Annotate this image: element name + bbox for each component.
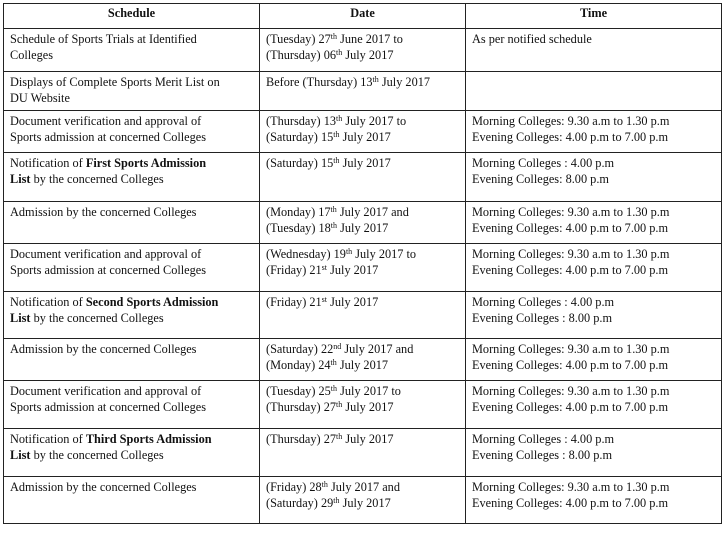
cell-line: [266, 384, 460, 400]
text-run: July 2017 to: [337, 384, 401, 398]
cell-line: [10, 130, 254, 146]
date-cell: [260, 429, 466, 477]
text-run: July 2017: [342, 432, 394, 446]
text-run: July 2017: [339, 129, 391, 144]
text-run: June 2017 to: [337, 32, 403, 46]
text-run: July 2017 to: [342, 114, 407, 128]
cell-line: [10, 114, 254, 130]
text-run: Evening Colleges: 4.00 p.m to 7.00 p.m: [472, 220, 669, 235]
ordinal-suffix: th: [330, 384, 338, 393]
schedule-cell: [4, 477, 260, 524]
ordinal-suffix: th: [330, 205, 337, 214]
text-run: Sports admission at concerned Colleges: [10, 399, 207, 414]
text-run: Morning Colleges: 9.30 a.m to 1.30 p.m: [472, 247, 670, 261]
time-cell: [466, 477, 722, 524]
header-time: Time: [466, 4, 722, 29]
table-row: [4, 29, 722, 72]
header-date: Date: [260, 4, 466, 29]
time-cell: [466, 153, 722, 202]
ordinal-suffix: th: [330, 220, 338, 230]
text-run: (Saturday) 29: [266, 495, 334, 510]
schedule-cell: [4, 244, 260, 292]
bold-text: Third Sports Admission: [85, 432, 212, 446]
cell-line: [266, 156, 460, 172]
cell-line: [266, 114, 460, 130]
cell-line: [472, 358, 716, 374]
ordinal-suffix: th: [336, 432, 343, 441]
date-cell: [260, 202, 466, 244]
time-cell: [466, 292, 722, 339]
text-run: July 2017: [378, 75, 431, 89]
text-run: (Monday) 24: [266, 357, 331, 372]
table-row: [4, 72, 722, 111]
text-run: Admission by the concerned Colleges: [10, 342, 197, 356]
cell-line: [10, 400, 254, 416]
table-row: [4, 292, 722, 339]
time-cell: [466, 381, 722, 429]
ordinal-suffix: st: [321, 262, 328, 272]
cell-line: [10, 342, 254, 358]
text-run: Evening Colleges: 4.00 p.m to 7.00 p.m: [472, 357, 669, 372]
text-run: Notification of: [10, 295, 86, 309]
date-cell: [260, 111, 466, 153]
time-cell: [466, 29, 722, 72]
cell-line: [266, 32, 460, 48]
ordinal-suffix: th: [321, 480, 328, 489]
text-run: July 2017: [339, 156, 391, 170]
cell-line: [10, 384, 254, 400]
bold-text: Second Sports Admission: [85, 295, 219, 309]
cell-line: [10, 75, 254, 91]
text-run: Evening Colleges: 4.00 p.m to 7.00 p.m: [472, 495, 669, 510]
table-row: [4, 153, 722, 202]
cell-line: [266, 130, 460, 146]
date-cell: [260, 381, 466, 429]
table-row: [4, 244, 722, 292]
ordinal-suffix: th: [333, 156, 340, 165]
header-row: [4, 4, 722, 29]
cell-line: [266, 247, 460, 263]
cell-line: [10, 263, 254, 279]
text-run: by the concerned Colleges: [30, 447, 164, 462]
text-run: (Monday) 17: [266, 205, 331, 219]
ordinal-suffix: th: [330, 32, 338, 41]
cell-line: [266, 480, 460, 496]
ordinal-suffix: th: [336, 47, 343, 57]
cell-line: [472, 221, 716, 237]
text-run: Morning Colleges : 4.00 p.m: [472, 156, 615, 170]
schedule-cell: [4, 429, 260, 477]
time-cell: [466, 244, 722, 292]
text-run: Morning Colleges: 9.30 a.m to 1.30 p.m: [472, 480, 670, 494]
cell-line: [266, 432, 460, 448]
text-run: (Tuesday) 27: [266, 32, 331, 46]
text-run: Document verification and approval of: [10, 247, 202, 261]
date-cell: [260, 244, 466, 292]
cell-line: [266, 221, 460, 237]
text-run: July 2017 and: [341, 342, 414, 356]
text-run: Admission by the concerned Colleges: [10, 480, 197, 494]
cell-line: [266, 400, 460, 416]
cell-line: [10, 448, 254, 464]
text-run: Evening Colleges : 8.00 p.m: [472, 310, 613, 325]
schedule-cell: [4, 339, 260, 381]
schedule-cell: [4, 72, 260, 111]
cell-line: [472, 32, 716, 48]
text-run: July 2017 and: [336, 205, 409, 219]
text-run: (Friday) 21: [266, 295, 322, 309]
cell-line: [266, 342, 460, 358]
text-run: (Friday) 28: [266, 480, 322, 494]
ordinal-suffix: nd: [333, 342, 342, 351]
text-run: Evening Colleges : 8.00 p.m: [472, 447, 613, 462]
text-run: Sports admission at concerned Colleges: [10, 262, 207, 277]
bold-text: List: [10, 310, 31, 325]
text-run: (Thursday) 27: [266, 399, 337, 414]
time-cell: [466, 202, 722, 244]
text-run: by the concerned Colleges: [30, 171, 164, 186]
text-run: July 2017 and: [327, 480, 400, 494]
cell-line: [10, 295, 254, 311]
schedule-cell: [4, 292, 260, 339]
header-schedule: Schedule: [4, 4, 260, 29]
cell-line: [472, 205, 716, 221]
text-run: by the concerned Colleges: [30, 310, 164, 325]
schedule-cell: [4, 111, 260, 153]
text-run: As per notified schedule: [472, 32, 592, 46]
text-run: Admission by the concerned Colleges: [10, 205, 197, 219]
cell-line: [472, 496, 716, 512]
ordinal-suffix: th: [330, 357, 337, 367]
text-run: Displays of Complete Sports Merit List on: [10, 75, 220, 89]
text-run: July 2017: [336, 357, 389, 372]
bold-text: First Sports Admission: [85, 156, 207, 170]
text-run: (Tuesday) 25: [266, 384, 331, 398]
cell-line: [472, 130, 716, 146]
cell-line: [10, 32, 254, 48]
cell-line: [472, 448, 716, 464]
text-run: Notification of: [10, 432, 86, 446]
text-run: (Saturday) 15: [266, 129, 334, 144]
ordinal-suffix: th: [336, 399, 343, 409]
schedule-cell: [4, 29, 260, 72]
text-run: (Wednesday) 19: [266, 247, 346, 261]
ordinal-suffix: st: [321, 295, 328, 304]
text-run: July 2017: [327, 295, 379, 309]
text-run: July 2017: [342, 47, 394, 62]
cell-line: [472, 480, 716, 496]
ordinal-suffix: th: [336, 114, 343, 123]
text-run: DU Website: [10, 90, 70, 105]
text-run: Schedule of Sports Trials at Identified: [10, 32, 197, 46]
text-run: (Thursday) 06: [266, 47, 337, 62]
schedule-cell: [4, 381, 260, 429]
text-run: July 2017: [339, 495, 391, 510]
cell-line: [266, 75, 460, 91]
cell-line: [472, 172, 716, 188]
date-cell: [260, 72, 466, 111]
cell-line: [472, 263, 716, 279]
ordinal-suffix: th: [372, 75, 379, 84]
table-row: [4, 339, 722, 381]
cell-line: [10, 311, 254, 327]
text-run: Sports admission at concerned Colleges: [10, 129, 207, 144]
schedule-cell: [4, 202, 260, 244]
cell-line: [472, 247, 716, 263]
text-run: Morning Colleges: 9.30 a.m to 1.30 p.m: [472, 384, 670, 398]
text-run: (Friday) 21: [266, 262, 322, 277]
text-run: Before (Thursday) 13: [266, 75, 373, 89]
time-cell: [466, 111, 722, 153]
text-run: (Tuesday) 18: [266, 220, 331, 235]
text-run: July 2017: [327, 262, 379, 277]
schedule-rows: [4, 29, 722, 524]
bold-text: List: [10, 447, 31, 462]
text-run: Morning Colleges : 4.00 p.m: [472, 432, 615, 446]
table-row: [4, 381, 722, 429]
cell-line: [266, 496, 460, 512]
text-run: Evening Colleges: 8.00 p.m: [472, 171, 609, 186]
cell-line: [266, 358, 460, 374]
date-cell: [260, 292, 466, 339]
cell-line: [10, 432, 254, 448]
text-run: Evening Colleges: 4.00 p.m to 7.00 p.m: [472, 262, 669, 277]
cell-line: [472, 311, 716, 327]
cell-line: [266, 48, 460, 64]
text-run: Morning Colleges: 9.30 a.m to 1.30 p.m: [472, 342, 670, 356]
date-cell: [260, 29, 466, 72]
text-run: Notification of: [10, 156, 86, 170]
cell-line: [472, 384, 716, 400]
cell-line: [10, 480, 254, 496]
cell-line: [10, 172, 254, 188]
cell-line: [10, 156, 254, 172]
text-run: (Thursday) 13: [266, 114, 337, 128]
text-run: Evening Colleges: 4.00 p.m to 7.00 p.m: [472, 399, 669, 414]
text-run: (Saturday) 22: [266, 342, 334, 356]
cell-line: [10, 48, 254, 64]
date-cell: [260, 477, 466, 524]
table-row: [4, 477, 722, 524]
cell-line: [10, 205, 254, 221]
time-cell: [466, 72, 722, 111]
text-run: Document verification and approval of: [10, 384, 202, 398]
text-run: (Thursday) 27: [266, 432, 337, 446]
cell-line: [472, 295, 716, 311]
text-run: July 2017 to: [352, 247, 417, 261]
table-row: [4, 429, 722, 477]
ordinal-suffix: th: [333, 495, 340, 505]
text-run: Colleges: [10, 47, 54, 62]
cell-line: [266, 205, 460, 221]
cell-line: [472, 114, 716, 130]
cell-line: [472, 342, 716, 358]
cell-line: [472, 400, 716, 416]
cell-line: [472, 156, 716, 172]
date-cell: [260, 339, 466, 381]
schedule-cell: [4, 153, 260, 202]
cell-line: [472, 432, 716, 448]
time-cell: [466, 339, 722, 381]
table-row: [4, 202, 722, 244]
text-run: July 2017: [342, 399, 394, 414]
cell-line: [266, 295, 460, 311]
table-row: [4, 111, 722, 153]
text-run: Morning Colleges: 9.30 a.m to 1.30 p.m: [472, 114, 670, 128]
ordinal-suffix: th: [345, 247, 353, 256]
text-run: Morning Colleges: 9.30 a.m to 1.30 p.m: [472, 205, 670, 219]
text-run: Document verification and approval of: [10, 114, 202, 128]
ordinal-suffix: th: [333, 129, 340, 139]
text-run: July 2017: [337, 220, 389, 235]
bold-text: List: [10, 171, 31, 186]
text-run: Evening Colleges: 4.00 p.m to 7.00 p.m: [472, 129, 669, 144]
text-run: Morning Colleges : 4.00 p.m: [472, 295, 615, 309]
schedule-table: [3, 3, 722, 524]
cell-line: [10, 91, 254, 107]
text-run: (Saturday) 15: [266, 156, 334, 170]
date-cell: [260, 153, 466, 202]
time-cell: [466, 429, 722, 477]
cell-line: [10, 247, 254, 263]
cell-line: [266, 263, 460, 279]
